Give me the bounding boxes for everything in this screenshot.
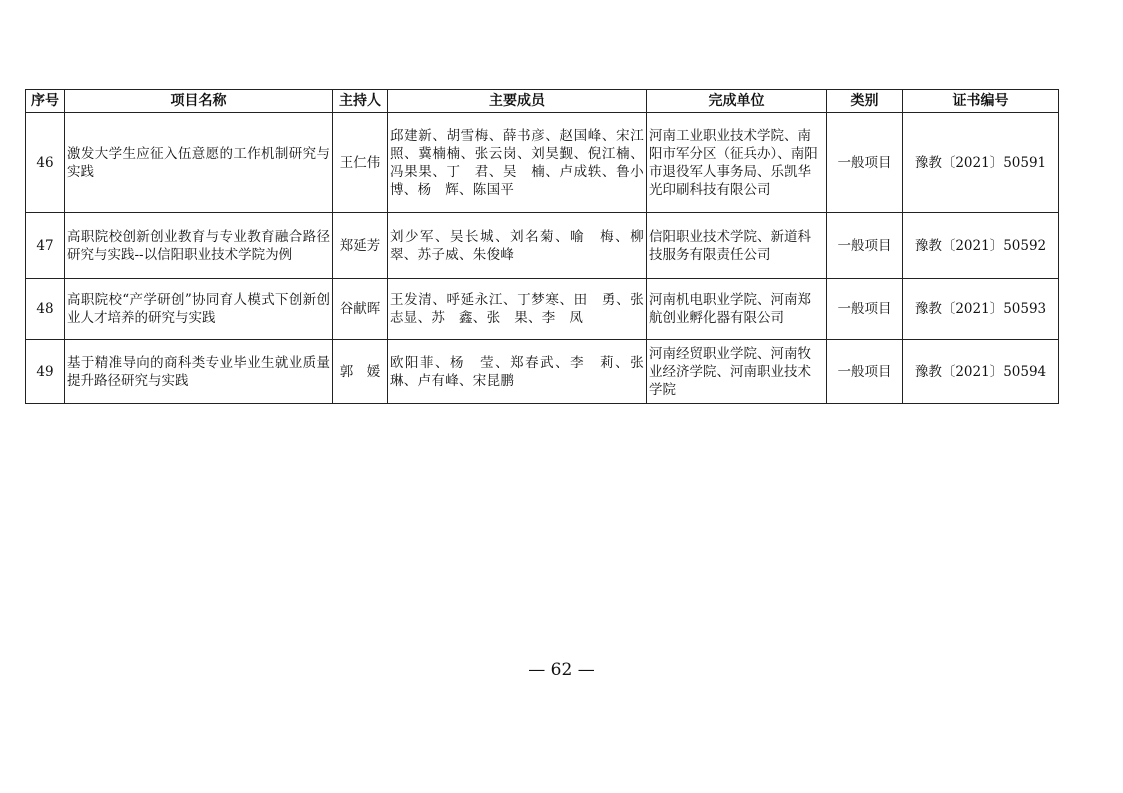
row-unit: 河南工业职业技术学院、南阳市军分区（征兵办）、南阳市退役军人事务局、乐凯华光印刷科技有限公司 (647, 113, 827, 213)
header-host: 主持人 (333, 90, 388, 113)
table-row (26, 340, 1059, 404)
table-header (26, 90, 1059, 113)
row-cert: 豫教〔2021〕50591 (903, 113, 1059, 213)
header-category: 类别 (827, 90, 903, 113)
header-cert: 证书编号 (903, 90, 1059, 113)
row-members: 邱建新、胡雪梅、薛书彦、赵国峰、宋江照、冀楠楠、张云岗、刘昊觐、倪江楠、冯果果、丁 君、吴 楠、卢成轶、鲁小博、杨 辉、陈国平 (388, 113, 647, 213)
row-members: 王发清、呼延永江、丁梦寒、田 勇、张志显、苏 鑫、张 果、李 凤 (388, 279, 647, 340)
row-project-name: 高职院校“产学研创”协同育人模式下创新创业人才培养的研究与实践 (65, 279, 333, 340)
row-host: 谷献晖 (333, 279, 388, 340)
header-name: 项目名称 (65, 90, 333, 113)
row-cert: 豫教〔2021〕50594 (903, 340, 1059, 404)
table-row (26, 279, 1059, 340)
project-table (25, 89, 1059, 404)
row-category: 一般项目 (827, 340, 903, 404)
header-no: 序号 (26, 90, 65, 113)
header-members: 主要成员 (388, 90, 647, 113)
row-no: 49 (26, 340, 65, 404)
row-no: 47 (26, 213, 65, 279)
page-number: — 62 — (528, 660, 595, 680)
row-unit: 河南经贸职业学院、河南牧业经济学院、河南职业技术学院 (647, 340, 827, 404)
table-body (26, 113, 1059, 404)
row-no: 48 (26, 279, 65, 340)
row-unit: 河南机电职业学院、河南郑航创业孵化器有限公司 (647, 279, 827, 340)
row-category: 一般项目 (827, 213, 903, 279)
row-unit: 信阳职业技术学院、新道科技服务有限责任公司 (647, 213, 827, 279)
table-row (26, 113, 1059, 213)
row-project-name: 激发大学生应征入伍意愿的工作机制研究与实践 (65, 113, 333, 213)
header-unit: 完成单位 (647, 90, 827, 113)
row-project-name: 高职院校创新创业教育与专业教育融合路径研究与实践--以信阳职业技术学院为例 (65, 213, 333, 279)
row-no: 46 (26, 113, 65, 213)
row-cert: 豫教〔2021〕50593 (903, 279, 1059, 340)
row-project-name: 基于精准导向的商科类专业毕业生就业质量提升路径研究与实践 (65, 340, 333, 404)
row-category: 一般项目 (827, 279, 903, 340)
header-row (26, 90, 1059, 113)
row-host: 郭 媛 (333, 340, 388, 404)
row-cert: 豫教〔2021〕50592 (903, 213, 1059, 279)
table-row (26, 213, 1059, 279)
row-category: 一般项目 (827, 113, 903, 213)
row-host: 郑延芳 (333, 213, 388, 279)
row-members: 刘少军、吴长城、刘名菊、喻 梅、柳 翠、苏子威、朱俊峰 (388, 213, 647, 279)
row-members: 欧阳菲、杨 莹、郑春武、李 莉、张 琳、卢有峰、宋昆鹏 (388, 340, 647, 404)
row-host: 王仁伟 (333, 113, 388, 213)
